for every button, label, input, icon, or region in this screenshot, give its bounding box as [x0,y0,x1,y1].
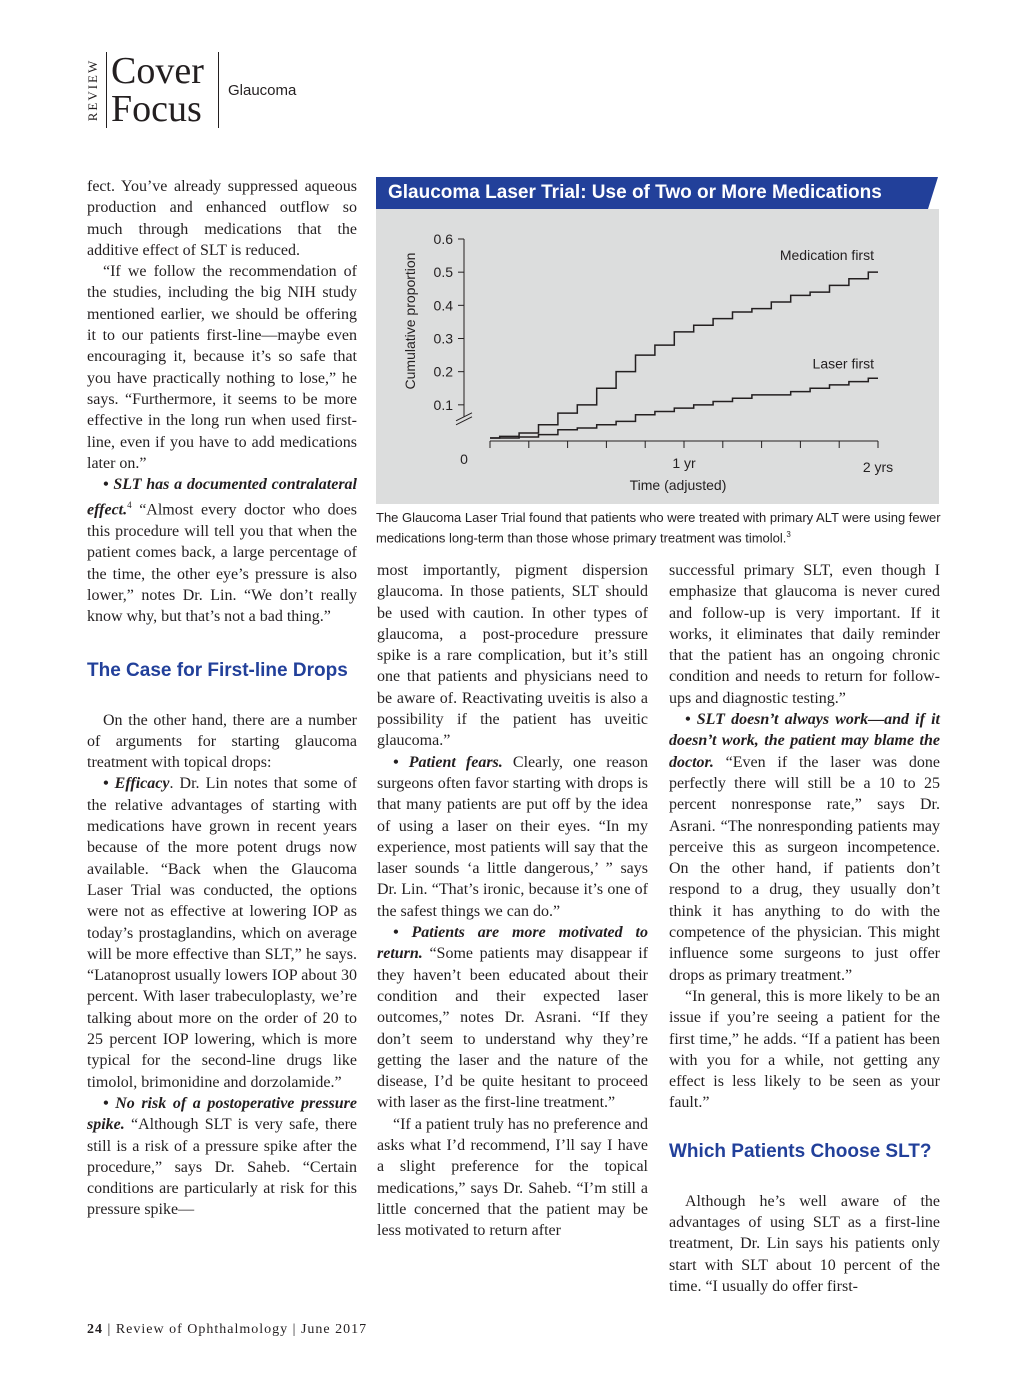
paragraph: successful primary SLT, even though I emphasize that glaucoma is never cured and follow-up is very important. If it works, it eliminates that daily reminder that the patient has an ongoing chronic condition and needs to return for follow-ups and diagnostic testing.” [669,562,940,707]
caption-reference: 3 [786,530,791,539]
x-tick-label: 2 yrs [862,459,894,475]
bullet-lead: • SLT doesn’t always work—and if it doesn’t work, the patient may blame the doctor. [669,711,940,771]
review-label: REVIEW [85,58,100,122]
paragraph: “In general, this is more likely to be an issue if you’re seeing a patient for the first time,” he adds. “If a patient has been with you for a while, not getting any effect is less likely to be seen as your fault.” [669,987,940,1112]
series-label-medication-first: Medication first [779,247,874,264]
y-tick-label: 0.6 [433,231,453,247]
y-axis-label: Cumulative proportion [402,252,418,390]
paragraph [87,773,357,1092]
right-column [669,560,940,1297]
paragraph-text: Clearly, one reason surgeons often favor starting with drops is that many patients are put off by the idea of using a laser on their eyes. “In my experience, most patients will say that the laser sounds ‘a little dangerous,’ ” says Dr. Lin. “That’s ironic, because it’s one of the safest things we can do.” [377,753,649,920]
paragraph [377,752,648,922]
axis-break-mark [456,417,472,425]
figure-title-notch [928,177,938,209]
paragraph [669,709,940,986]
paragraph-text: “Even if the laser was done perfectly there will still be a 10 to 25 percent nonresponse rate,” says Dr. Asrani. “The nonresponding patients may perceive this as surgeon incompetence. On the other hand, if patients don’t respond to a drug, they usually don’t think it has anything to do with the competence of the physician. This might influence some surgeons to just offer drops as primary treatment.” [669,753,940,984]
section-heading: The Case for First-line Drops [87,659,348,681]
x-axis-label: Time (adjusted) [629,477,727,493]
page-number: 24 [87,1322,103,1337]
paragraph [87,1093,357,1221]
bullet-lead: • Efficacy [103,775,170,793]
paragraph: Although he’s well aware of the advantages of using SLT as a first-line treatment, Dr. Lin says his patients only start with SLT about 10 percent of the time. “I usually do offer first- [669,1192,940,1295]
paragraph-text: “Although SLT is very safe, there still is a risk of a pressure spike after the procedure,” says Dr. Saheb. “Certain conditions are particularly at risk for this pressure spike— [87,1116,357,1219]
publication-name: Review of Ophthalmology [115,1322,289,1337]
paragraph [377,922,648,1114]
y-tick-label: 0.4 [433,297,453,314]
reference-number: 4 [127,500,132,511]
paragraph: “If a patient truly has no preference and asks what I’d recommend, I’ll say I have a slight preference for the topical medications,” says Dr. Saheb. “I’m still a little concerned that the patient may be less motivated to return after [377,1115,648,1240]
paragraph [87,474,357,627]
middle-column [377,560,648,1242]
y-tick-label: 0.1 [433,396,453,413]
bullet-lead: • SLT has a documented contralateral effect. [87,476,357,519]
issue-date: June 2017 [300,1322,368,1337]
paragraph: fect. You’ve already suppressed aqueous production and enhanced outflow so much through medications that the additive effect of SLT is reduced. [87,178,357,259]
paragraph: On the other hand, there are a number of arguments for starting glaucoma treatment with topical drops: [87,711,357,772]
series-label-laser-first: Laser first [812,355,874,372]
y-tick-label: 0.2 [433,363,453,380]
paragraph-text: “Almost every doctor who does this procedure will tell you that when the patient comes back, a large percentage of the time, the other eye’s pressure is also lower,” notes Dr. Lin. “We don’t really know why, but that’s not a bad thing.” [87,501,357,626]
section-name: Glaucoma [228,82,297,99]
section-heading: Which Patients Choose SLT? [669,1140,932,1162]
cover-word: Cover [111,50,204,92]
line-chart [376,209,939,504]
series-line-laser-first [490,378,878,438]
y-tick-label: 0.5 [433,264,453,281]
bullet-lead: • No risk of a postoperative pressure spike. [87,1094,357,1134]
x-tick-label: 0 [460,451,468,467]
bullet-lead: • Patient fears. [393,753,503,771]
header-rule-right [218,52,219,128]
paragraph: “If we follow the recommendation of the studies, including the big NIH study mentioned earlier, we should be offering it to our patients first-line—maybe even encouraging it, because it’s so safe that you have practically nothing to lose,” he says. “Furthermore, it seems to be more effective in the long run when used first-line, even if you have to add medications later on.” [87,263,357,472]
caption-text: The Glaucoma Laser Trial found that patients who were treated with primary ALT were using fewer medications long-term than those whose primary treatment was timolol. [376,510,941,546]
y-tick-label: 0.3 [433,330,453,347]
paragraph-text: “Some patients may disappear if they haven’t been educated about their condition and their expected laser outcomes,” notes Dr. Asrani. “If they don’t seem to understand why they’re getting the laser and the nature of the disease, I’d be quite hesitant to proceed with laser as the first-line treatment.” [377,945,648,1112]
figure-title: Glaucoma Laser Trial: Use of Two or More Medications [376,177,928,209]
paragraph-text: . Dr. Lin notes that some of the relative advantages of starting with medications have grown in recent years because of the more potent drugs now available. “Back when the Glaucoma Laser Trial was conducted, the options were not as effective at lowering IOP as today’s prostaglandins, which on average will be more effective than SLT,” he says. “Latanoprost usually lowers IOP about 30 percent. With laser trabeculoplasty, we’re talking about more on the order of 20 to 25 percent IOP lowering, which is more typical for the second-line drugs like timolol, brimonidine and dorzolamide.” [87,775,357,1091]
paragraph: most importantly, pigment dispersion glaucoma. In those patients, SLT should be used with caution. In other types of glaucoma, a post-procedure pressure spike is a rare complication, but it’s still one that patients and physicians need to be aware of. Reactivating uveitis is also a possibility if the patient has uveitic glaucoma.” [377,562,648,750]
header-rule-left [106,52,107,128]
x-tick-label: 1 yr [672,455,696,471]
page-footer: 24 | Review of Ophthalmology | June 2017 [87,1322,368,1337]
focus-word: Focus [111,88,202,130]
figure-caption [376,509,941,546]
bullet-lead: • Patients are more motivated to return. [377,924,648,963]
left-column [87,176,357,1221]
